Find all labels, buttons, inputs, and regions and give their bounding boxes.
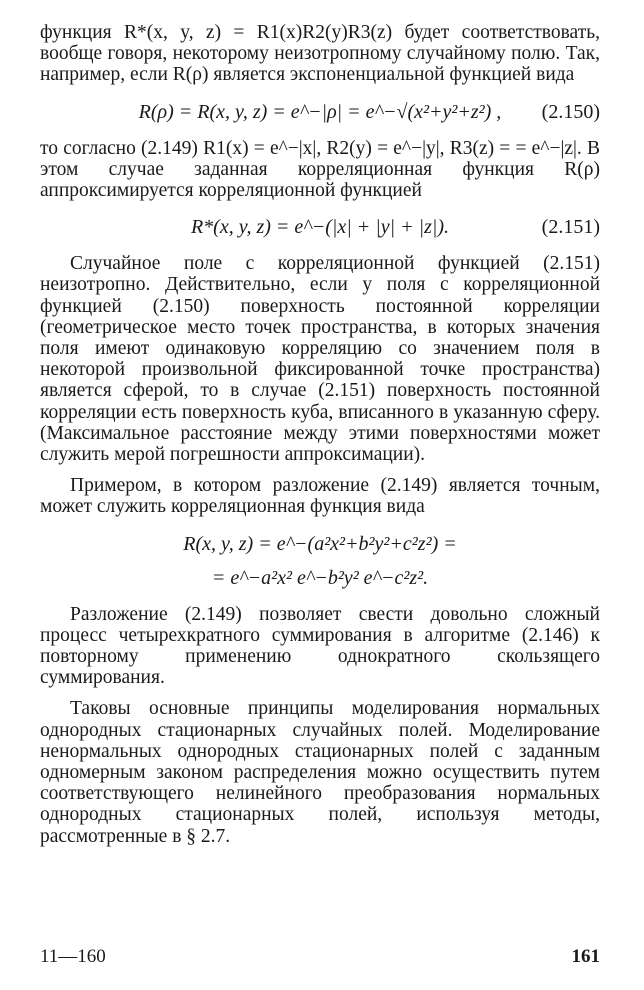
paragraph-3: Случайное поле с корреляционной функцией (2.151) неизотропно. Действительно, если у поля с корреляционной функцией (2.150) поверхность постоянной корреляции (геометрическое место точек пространства, в которых значения поля имеют одинаковую корреляцию со значением поля в некоторой произвольной фиксированной точке пространства) является сферой, то в случае (2.151) поверхность постоянной корреляции есть поверхность куба, вписанного в указанную сферу. (Максимальное расстояние между этими поверхностями может служить мерой погрешности аппроксимации).: [40, 253, 600, 466]
paragraph-5: Разложение (2.149) позволяет свести довольно сложный процесс четырехкратного суммирования в алгоритме (2.146) к повторному применению однократного скользящего суммирования.: [40, 603, 600, 689]
formula-2-151: [40, 215, 600, 239]
equation-number-2-150: (2.150): [541, 100, 600, 123]
formula-2-150: [40, 100, 600, 124]
formula-gaussian-line-2: [40, 566, 600, 590]
formula-2-150-body: R(ρ) = R(x, y, z) = e^−|ρ| = e^−√(x²+y²+z²) ,: [138, 100, 502, 123]
page-number: 161: [571, 946, 600, 967]
formula-2-151-body: R*(x, y, z) = e^−(|x| + |y| + |z|).: [190, 216, 450, 239]
paragraph-1: функция R*(x, y, z) = R1(x)R2(y)R3(z) будет соответствовать, вообще говоря, некоторому неизотропному случайному полю. Так, например, если R(ρ) является экспоненциальной функцией вида: [40, 22, 600, 86]
formula-gaussian-line-1-body: R(x, y, z) = e^−(a²x²+b²y²+c²z²) =: [183, 532, 457, 555]
printer-signature: 11—160: [40, 946, 106, 967]
formula-gaussian-line-1: [40, 532, 600, 556]
paragraph-6: Таковы основные принципы моделирования нормальных однородных стационарных случайных полей. Моделирование ненормальных однородных стационарных полей с заданным одномерным законом распределения можно осуществить путем соответствующего нелинейного преобразования нормальных однородных стационарных полей, используя методы, рассмотренные в § 2.7.: [40, 698, 600, 847]
paragraph-2: то согласно (2.149) R1(x) = e^−|x|, R2(y) = e^−|y|, R3(z) = = e^−|z|. В этом случае заданная корреляционная функция R(ρ) аппроксимируется корреляционной функцией: [40, 137, 600, 202]
page-footer: [40, 946, 600, 968]
paragraph-4: Примером, в котором разложение (2.149) является точным, может служить корреляционная функция вида: [40, 475, 600, 518]
formula-gaussian-line-2-body: = e^−a²x² e^−b²y² e^−c²z².: [211, 566, 429, 589]
equation-number-2-151: (2.151): [541, 216, 600, 239]
